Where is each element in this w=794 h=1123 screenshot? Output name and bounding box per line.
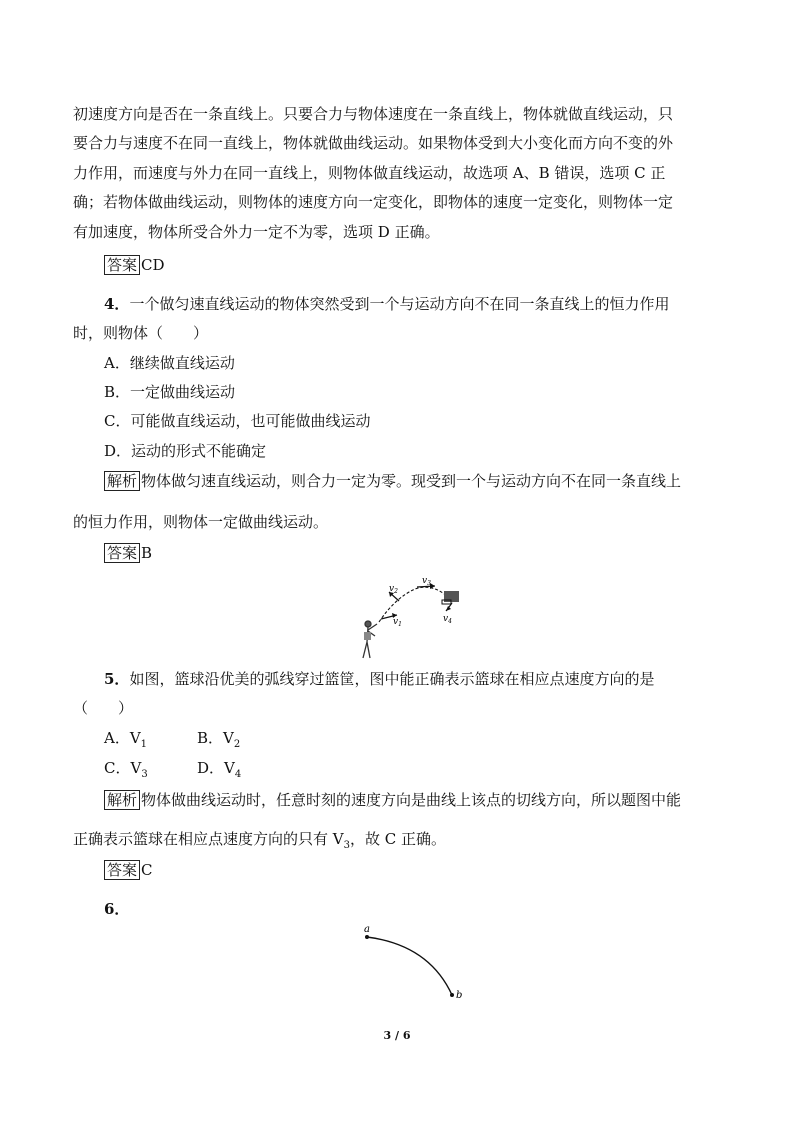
prev-analysis-line-5: 有加速度，物体所受合外力一定不为零，选项 D 正确。 [73,223,440,241]
point-b-label: b [456,990,463,1001]
q5-stem-line-1 [104,669,654,689]
q4-number: 4． [104,295,130,313]
point-a-label: a [364,924,370,935]
q5-answer [104,860,153,880]
arc-figure [355,920,470,1005]
answer-tag: 答案 [104,543,140,563]
q5-analysis-text: 物体做曲线运动时，任意时刻的速度方向是曲线上该点的切线方向，所以题图中能 [141,791,682,809]
q4-stem-text: 一个做匀速直线运动的物体突然受到一个与运动方向不在同一条直线上的恒力作用 [129,295,670,313]
v2-label: $v_2$ [389,584,398,595]
answer-tag: 答案 [104,860,140,880]
q5-analysis-line-2: 正确表示篮球在相应点速度方向的只有 $V_3$，故 C 正确。 [73,830,446,851]
v1-label: $v_1$ [393,617,402,628]
prev-analysis-line-2: 要合力与速度不在同一直线上，物体就做曲线运动。如果物体受到大小变化而方向不变的外 [73,134,674,152]
arc-curve [367,937,452,995]
prev-analysis-line-1: 初速度方向是否在一条直线上。只要合力与物体速度在一条直线上，物体就做直线运动，只 [73,105,674,123]
analysis-tag: 解析 [104,790,140,810]
q5-option-b: B．$V_2$ [197,729,241,750]
q4-analysis-line-1 [104,471,681,491]
q5-option-d: D．$V_4$ [197,759,242,780]
q5-options-row-1 [104,728,240,748]
q4-stem-line-1 [104,294,669,314]
answer-value: B [141,544,153,562]
prev-analysis-line-4: 确；若物体做曲线运动，则物体的速度方向一定变化，即物体的速度一定变化，则物体一定 [73,193,674,211]
answer-tag: 答案 [104,255,140,275]
page-number: 3 / 6 [383,1029,411,1042]
answer-value: C [141,861,153,879]
q4-answer [104,543,152,563]
q6-number: 6． [104,900,130,918]
v3-label: $v_3$ [422,576,431,587]
q5-options-row-2 [104,758,241,778]
q5-analysis-line-1 [104,790,681,810]
q4-option-b: B．一定做曲线运动 [104,383,236,401]
v4-arrowhead [446,606,451,611]
q4-option-a: A．继续做直线运动 [104,354,235,372]
q5-number: 5． [104,670,130,688]
v4-label: $v_4$ [443,614,452,625]
q4-option-c: C．可能做直线运动，也可能做曲线运动 [104,412,371,430]
q5-option-a: A．$V_1$ [104,729,148,750]
prev-analysis-line-3: 力作用，而速度与外力在同一直线上，则物体做直线运动，故选项 A、B 错误，选项 C 正 [73,164,666,182]
q5-stem-line-2: （ ） [73,699,134,717]
q5-option-c: C．$V_3$ [104,759,148,780]
q4-stem-line-2: 时，则物体（ ） [73,324,209,342]
point-b-dot [450,993,454,997]
answer-value: CD [141,256,165,274]
player-figure [363,621,377,658]
q4-analysis-line-2: 的恒力作用，则物体一定做曲线运动。 [73,513,329,531]
prev-answer [104,255,165,275]
point-a-dot [365,935,369,939]
q4-option-d: D．运动的形式不能确定 [104,442,267,460]
analysis-tag: 解析 [104,471,140,491]
q4-analysis-text: 物体做匀速直线运动，则合力一定为零。现受到一个与运动方向不在同一条直线上 [141,472,682,490]
basketball-figure [355,572,467,664]
q5-stem-text: 如图，篮球沿优美的弧线穿过篮筐，图中能正确表示篮球在相应点速度方向的是 [129,670,655,688]
